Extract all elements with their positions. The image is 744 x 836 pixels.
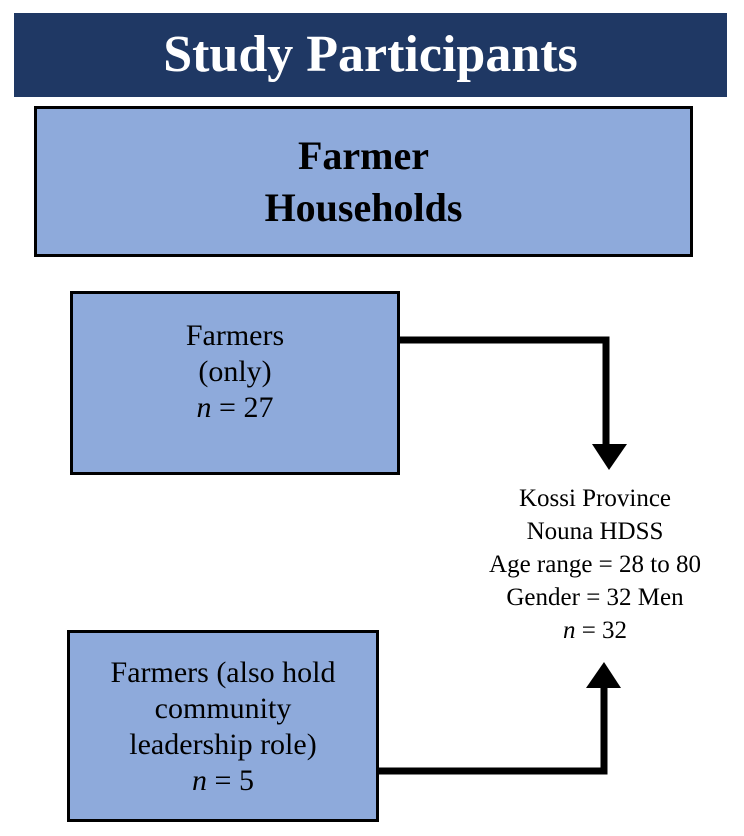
farmers-only-n-value: = 27 — [219, 391, 274, 424]
leaders-line-1: Farmers (also hold — [110, 656, 336, 689]
arrow-up-connector — [379, 686, 604, 771]
arrow-down-head — [592, 444, 627, 470]
arrow-up-head — [586, 662, 621, 688]
summary-n-value: = 32 — [581, 617, 628, 644]
diagram-title: Study Participants — [163, 26, 578, 83]
header-line-2: Households — [264, 184, 463, 230]
leaders-n-label: n — [192, 764, 208, 797]
farmers-only-line-1: Farmers — [185, 319, 285, 352]
participant-summary — [462, 482, 728, 647]
header-line-1: Farmer — [297, 132, 429, 178]
farmers-only-n-label: n — [196, 391, 212, 424]
summary-n-label: n — [562, 617, 576, 644]
summary-age-range: Age range = 28 to 80 — [489, 551, 701, 578]
summary-province: Kossi Province — [518, 485, 672, 512]
leaders-line-2: community — [154, 692, 292, 725]
summary-count — [462, 614, 728, 647]
summary-site: Nouna HDSS — [526, 518, 664, 545]
leaders-n-value: = 5 — [214, 764, 254, 797]
leaders-line-3: leadership role) — [129, 728, 317, 761]
farmers-only-line-2: (only) — [198, 355, 272, 388]
summary-gender: Gender = 32 Men — [506, 584, 684, 611]
arrow-down-connector — [400, 340, 606, 448]
